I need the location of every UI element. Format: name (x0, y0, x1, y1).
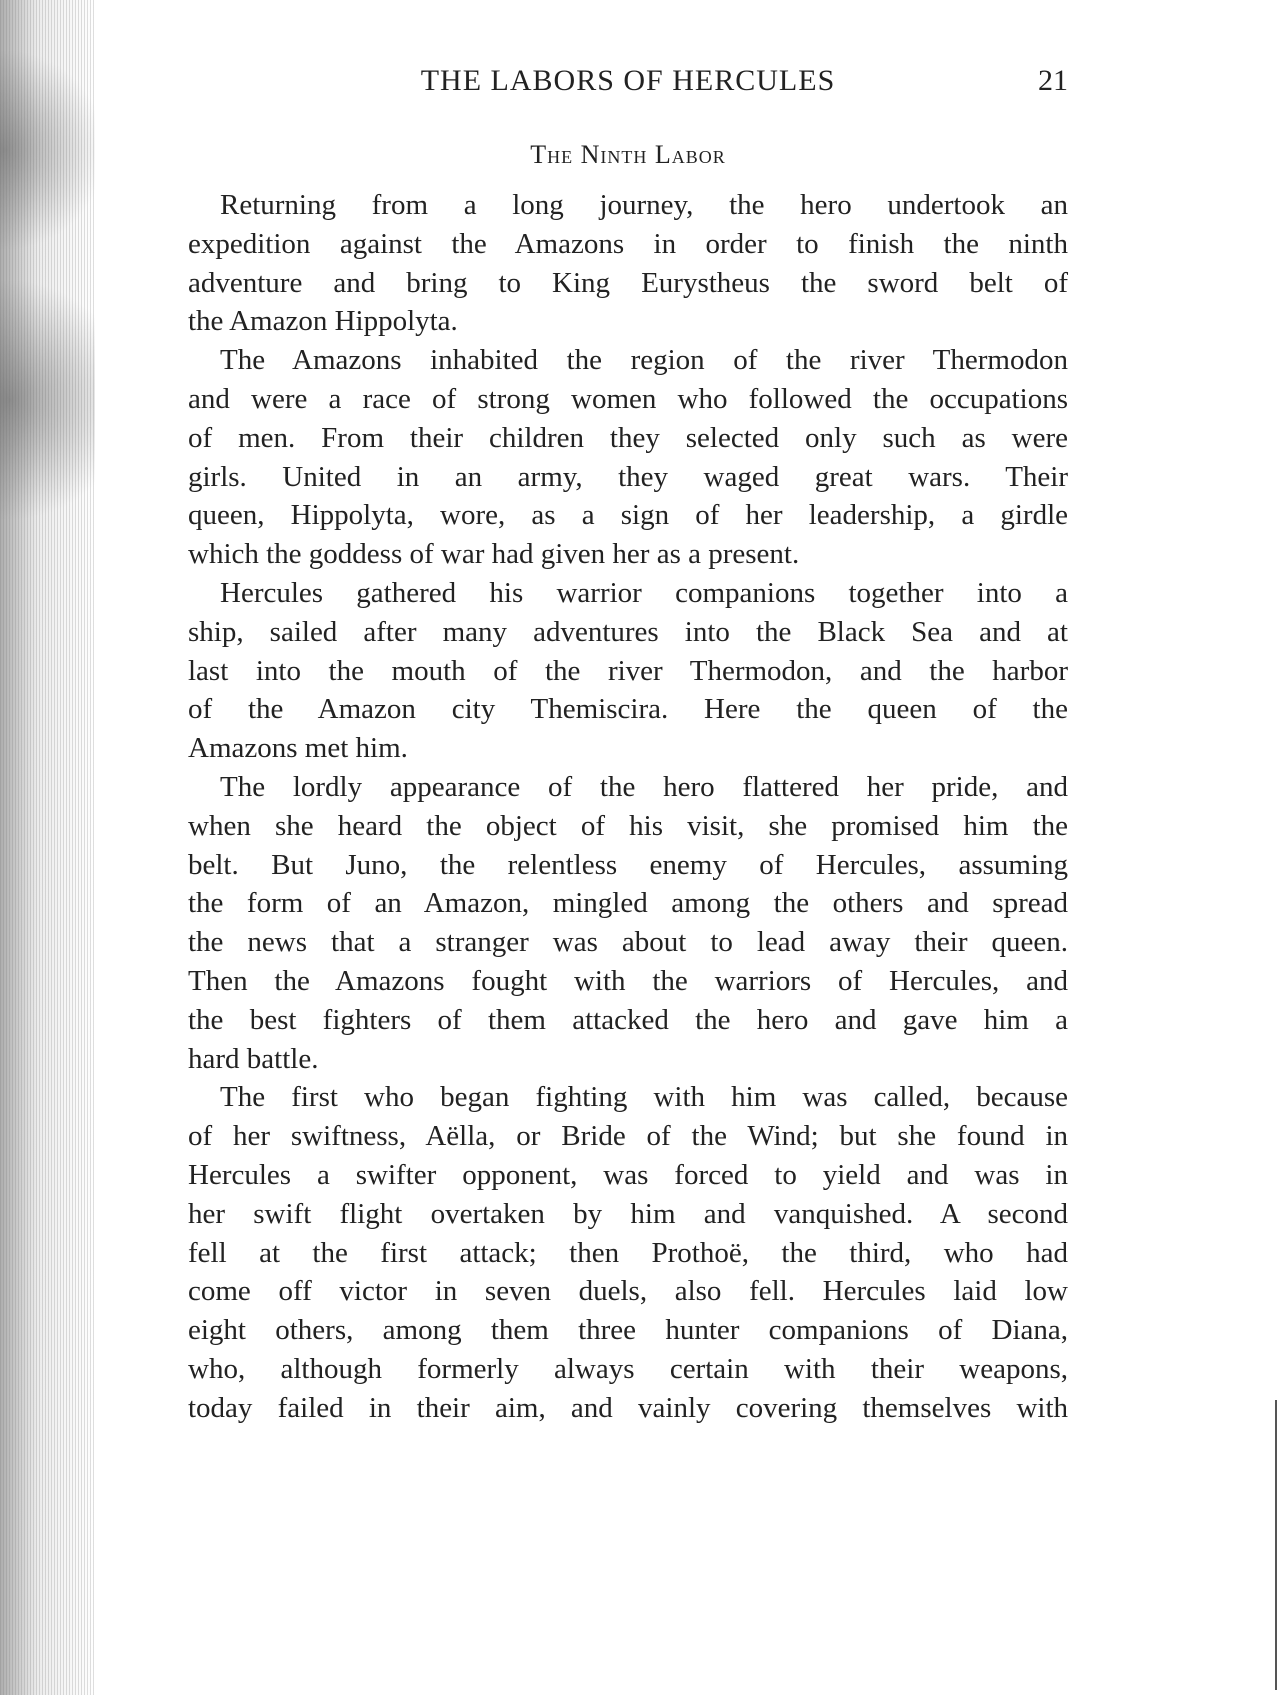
text-line: The lordly appearance of the hero flattered her pride, and (220, 770, 1068, 803)
text-line: who, although formerly always certain with their weapons, (188, 1352, 1068, 1385)
text-line: and were a race of strong women who followed the occupations (188, 382, 1068, 415)
text-line: the news that a stranger was about to lead away their queen. (188, 926, 1068, 959)
text-line: the form of an Amazon, mingled among the others and spread (188, 887, 1068, 920)
text-line: when she heard the object of his visit, she promised him the (188, 809, 1068, 842)
text-line: Hercules gathered his warrior companions together into a (220, 576, 1068, 609)
text-line: girls. United in an army, they waged great wars. Their (188, 460, 1068, 493)
text-line: of the Amazon city Themiscira. Here the queen of the (188, 693, 1068, 726)
text-line: Returning from a long journey, the hero undertook an (220, 189, 1068, 221)
text-line: ship, sailed after many adventures into the Black Sea and at (188, 615, 1068, 648)
paragraph (188, 1078, 1068, 1427)
text-line: the best fighters of them attacked the hero and gave him a (188, 1003, 1068, 1036)
text-line: her swift flight overtaken by him and vanquished. A second (188, 1197, 1068, 1230)
text-line: which the goddess of war had given her as a present. (188, 538, 800, 571)
text-line: adventure and bring to King Eurystheus the sword belt of (188, 266, 1068, 299)
text-line: the Amazon Hippolyta. (188, 305, 458, 338)
section-title: The Ninth Labor (530, 140, 726, 169)
paragraph (188, 341, 1068, 574)
text-line: of men. From their children they selected only such as were (188, 421, 1068, 454)
text-line: queen, Hippolyta, wore, as a sign of her leadership, a girdle (188, 499, 1068, 532)
text-line: fell at the first attack; then Prothoë, the third, who had (188, 1236, 1068, 1269)
paragraph (188, 768, 1068, 1078)
text-line: Then the Amazons fought with the warriors of Hercules, and (188, 964, 1068, 997)
text-line: hard battle. (188, 1042, 319, 1075)
text-line: eight others, among them three hunter companions of Diana, (188, 1314, 1068, 1347)
paragraph (188, 574, 1068, 768)
scan-edge-noise (0, 0, 95, 1695)
text-line: belt. But Juno, the relentless enemy of Hercules, assuming (188, 848, 1068, 881)
text-line: expedition against the Amazons in order to finish the ninth (188, 227, 1068, 260)
page-number: 21 (1038, 64, 1068, 97)
running-title: THE LABORS OF HERCULES (420, 64, 836, 97)
text-line: come off victor in seven duels, also fell. Hercules laid low (188, 1275, 1068, 1308)
text-line: today failed in their aim, and vainly covering themselves with (188, 1391, 1068, 1424)
text-line: last into the mouth of the river Thermodon, and the harbor (188, 654, 1068, 687)
text-line: The first who began fighting with him was called, because (220, 1081, 1068, 1114)
scan-border-line (1275, 1400, 1277, 1690)
paragraph (188, 186, 1068, 341)
text-line: Hercules a swifter opponent, was forced to yield and was in (188, 1158, 1068, 1191)
text-line: Amazons met him. (188, 732, 408, 765)
text-line: of her swiftness, Aëlla, or Bride of the Wind; but she found in (188, 1120, 1068, 1153)
body-text (188, 186, 1068, 1428)
text-line: The Amazons inhabited the region of the river Thermodon (220, 344, 1068, 377)
running-head (188, 64, 1068, 104)
